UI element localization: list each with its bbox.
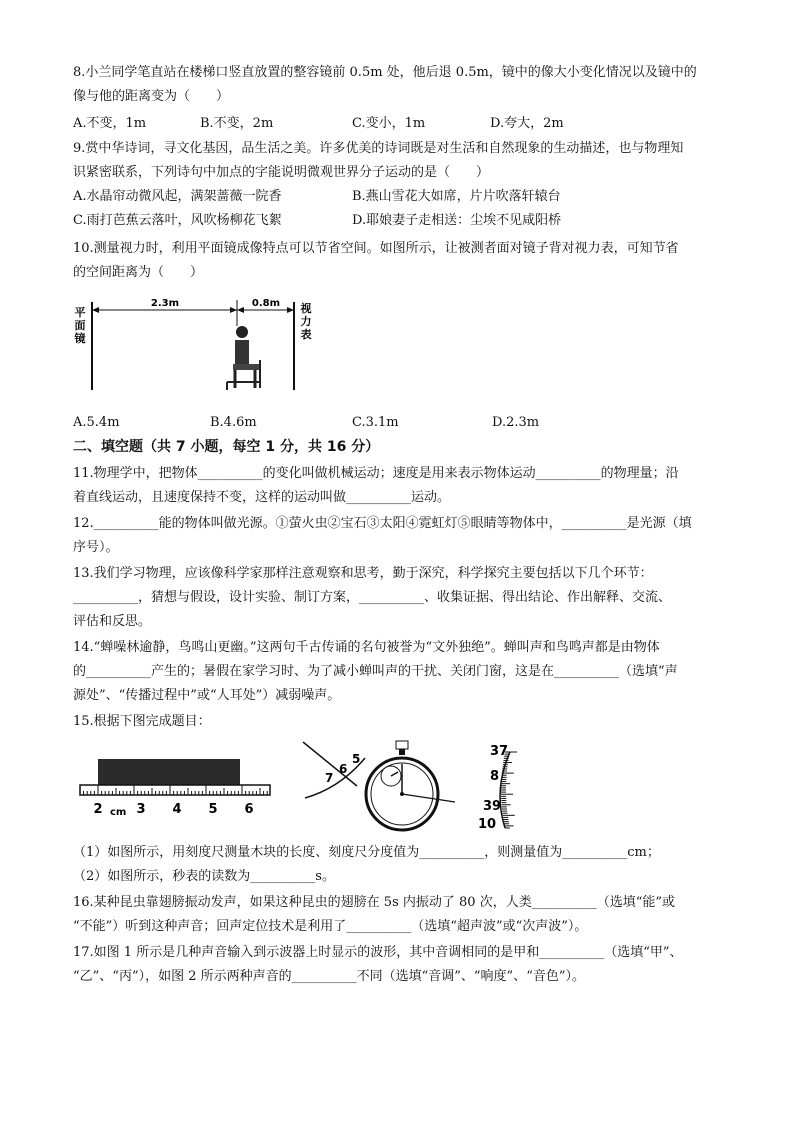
distance-right: 0.8m — [251, 298, 281, 309]
q8-stem-line1: 8.小兰同学笔直站在楼梯口竖直放置的整容镜前 0.5m 处，他后退 0.5m，镜中的像大小变化情况以及镜中的 — [73, 65, 697, 80]
q13-stem-line2: __________，猜想与假设，设计实验、制订方案，__________、收集证据、得出结论、作出解释、交流、 — [73, 590, 672, 605]
stopwatch-figure — [295, 738, 535, 838]
q10-option-b: B.4.6m — [210, 415, 257, 430]
q12-stem-line2: 序号）。 — [73, 540, 119, 555]
distance-left: 2.3m — [150, 298, 180, 309]
tick-label: 2 — [93, 802, 103, 817]
q8-option-b: B.不变，2m — [200, 116, 274, 131]
mirror-label-3: 镜 — [74, 332, 86, 345]
q11-stem-line1: 11.物理学中，把物体__________的变化叫做机械运动；速度是用来表示物体运动__________的物理量；沿 — [73, 466, 679, 481]
q11-stem-line2: 着直线运动，且速度保持不变，这样的运动叫做__________运动。 — [73, 490, 451, 505]
q15-stem-line1: 15.根据下图完成题目： — [73, 714, 211, 729]
tick-label: 6 — [244, 802, 254, 817]
q14-stem-line3: 源处”、“传播过程中”或“人耳处”）减弱噪声。 — [73, 688, 341, 703]
q9-option-a: A.水晶帘动微风起，满架蔷薇一院香 — [73, 189, 282, 204]
ruler-tick-labels — [93, 802, 253, 818]
ruler-unit: cm — [110, 807, 127, 818]
mirror-label-2: 面 — [74, 319, 86, 332]
q8-option-c: C.变小，1m — [352, 116, 426, 131]
chart-label-1: 视 — [300, 302, 312, 315]
q16-stem-line1: 16.某种昆虫靠翅膀振动发声，如果这种昆虫的翅膀在 5s 内振动了 80 次，人类__________（选填“能”或 — [73, 895, 675, 910]
small-dial-6: 6 — [339, 762, 348, 776]
tick-label: 4 — [172, 802, 182, 817]
q16-stem-line2: “不能”）听到这种声音；回声定位技术是利用了__________（选填“超声波”或“次声波”）。 — [73, 919, 588, 934]
q15-sub1: （1）如图所示，用刻度尺测量木块的长度、刻度尺分度值为__________，则测量值为__________cm； — [73, 845, 660, 860]
q17-stem-line1: 17.如图 1 所示是几种声音输入到示波器上时显示的波形，其中音调相同的是甲和__________（选填“甲”、 — [73, 945, 683, 960]
tick-label: 3 — [136, 802, 146, 817]
small-dial-7: 7 — [325, 771, 334, 785]
wood-block — [98, 759, 240, 785]
q14-stem-line2: 的__________产生的；暑假在家学习时、为了减小蝉叫声的干扰、关闭门窗，这是在__________（选填“声 — [73, 664, 678, 679]
q15-sub2: （2）如图所示，秒表的读数为__________s。 — [73, 869, 335, 884]
section-heading: 二、填空题（共 7 小题，每空 1 分，共 16 分） — [73, 439, 380, 455]
q8-option-a: A.不变，1m — [73, 116, 147, 131]
big-dial-8: 8 — [490, 769, 500, 784]
tick-label: 5 — [208, 802, 218, 817]
q8-option-d: D.夸大，2m — [490, 116, 564, 131]
q9-option-b: B.燕山雪花大如席，片片吹落轩辕台 — [352, 189, 561, 204]
q9-option-d: D.耶娘妻子走相送：尘埃不见咸阳桥 — [352, 213, 562, 228]
q12-stem-line1: 12.__________能的物体叫做光源。①萤火虫②宝石③太阳④霓虹灯⑤眼睛等物体中，__________是光源（填 — [73, 516, 692, 531]
q9-stem-line1: 9.赏中华诗词，寻文化基因，品生活之美。许多优美的诗词既是对生活和自然现象的生动描述，也与物理知 — [73, 141, 684, 156]
q10-option-d: D.2.3m — [492, 415, 540, 430]
q10-stem-line2: 的空间距离为（ ） — [73, 265, 204, 280]
q9-stem-line2: 识紧密联系，下列诗句中加点的字能说明微观世界分子运动的是（ ） — [73, 165, 490, 180]
ruler-figure — [78, 755, 278, 825]
big-dial-37: 37 — [490, 744, 509, 759]
q8-stem-line2: 像与他的距离变为（ ） — [73, 89, 230, 104]
q9-option-c: C.雨打芭蕉云落叶，风吹杨柳花飞絮 — [73, 213, 282, 228]
q10-stem-line1: 10.测量视力时，利用平面镜成像特点可以节省空间。如图所示，让被测者面对镜子背对视力表，可知节省 — [73, 241, 679, 256]
q13-stem-line3: 评估和反思。 — [73, 614, 152, 629]
q17-stem-line2: “乙”、“丙”），如图 2 所示两种声音的__________不同（选填“音调”、“响度”、“音色”）。 — [73, 969, 585, 984]
q10-option-c: C.3.1m — [352, 415, 399, 430]
eye-test-diagram — [70, 290, 320, 400]
mirror-label-1: 平 — [74, 306, 86, 319]
chart-label-2: 力 — [300, 315, 312, 328]
chart-label-3: 表 — [300, 328, 312, 341]
stopwatch — [366, 741, 455, 830]
seated-person — [227, 326, 260, 390]
q13-stem-line1: 13.我们学习物理，应该像科学家那样注意观察和思考，勤于深究，科学探究主要包括以下几个环节： — [73, 566, 653, 581]
big-dial-39: 39 — [483, 799, 502, 814]
q14-stem-line1: 14.“蝉噪林逾静，鸟鸣山更幽。”这两句千古传诵的名句被誉为“文外独绝”。蝉叫声和鸟鸣声都是由物体 — [73, 640, 660, 655]
small-dial-5: 5 — [352, 752, 361, 766]
big-dial-10: 10 — [478, 817, 497, 832]
q10-option-a: A.5.4m — [73, 415, 120, 430]
